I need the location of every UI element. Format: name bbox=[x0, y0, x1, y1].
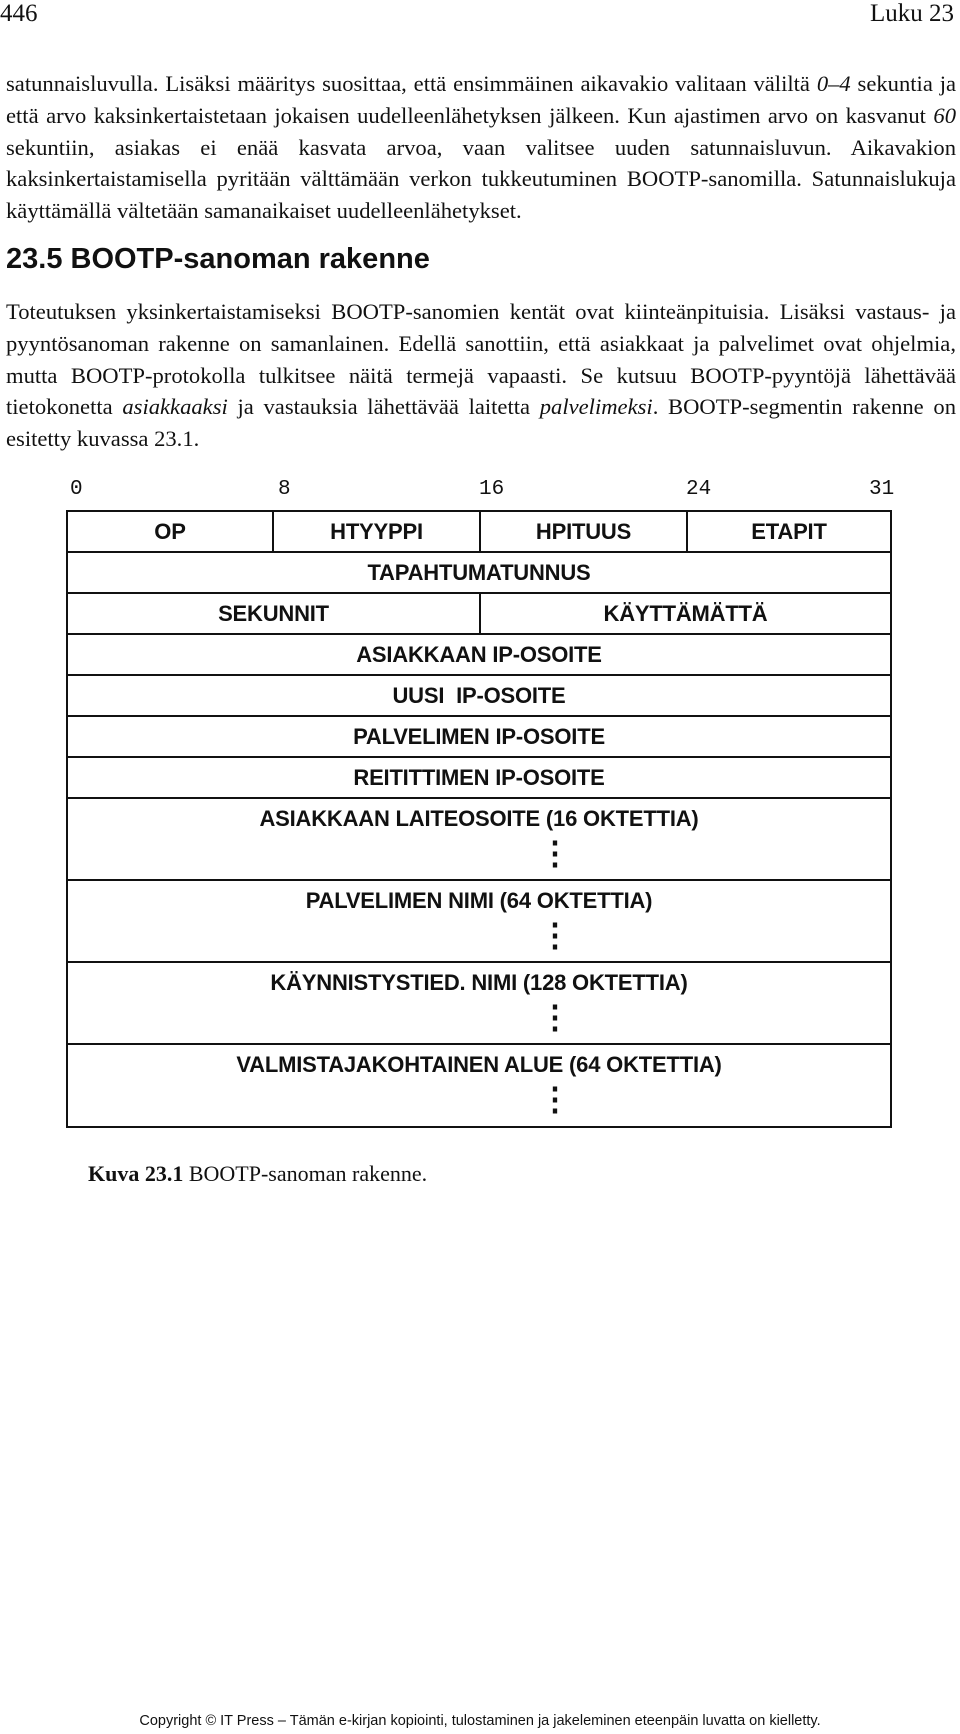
bit-label-0: 0 bbox=[70, 478, 83, 501]
caption-text: BOOTP-sanoman rakenne. bbox=[183, 1161, 428, 1186]
row-server-ip bbox=[68, 717, 890, 758]
row-client-hw-address bbox=[68, 799, 890, 881]
paragraph-text: . BOOTP-segmentin rakenne on esitetty kuvassa 23.1. bbox=[6, 394, 956, 452]
bit-label-8: 8 bbox=[278, 478, 291, 501]
field-tapahtumatunnus: TAPAHTUMATUNNUS bbox=[367, 559, 591, 585]
continuation-dots: ⋮ bbox=[539, 1081, 571, 1117]
continuation-dots: ⋮ bbox=[539, 917, 571, 953]
bootp-structure-diagram bbox=[66, 510, 892, 1128]
field-palvelimen-nimi: PALVELIMEN NIMI (64 OKTETTIA) bbox=[305, 888, 653, 913]
field-palvelimen-ip: PALVELIMEN IP-OSOITE bbox=[353, 723, 605, 749]
caption-label: Kuva 23.1 bbox=[88, 1161, 184, 1186]
paragraph-text: sekuntia ja että arvo kaksinkertaistetaan jokaisen uudelleenlähetyksen jälkeen. Kun ajastimen arvo on kasvanut bbox=[6, 71, 957, 128]
term-server: palvelimeksi bbox=[539, 394, 653, 420]
field-hpituus: HPITUUS bbox=[481, 512, 688, 551]
seconds-value: 60 bbox=[933, 102, 956, 128]
field-htyyppi: HTYYPPI bbox=[274, 512, 481, 551]
bit-label-24: 24 bbox=[686, 478, 712, 501]
field-sekunnit: SEKUNNIT bbox=[68, 594, 481, 633]
row-router-ip bbox=[68, 758, 890, 799]
continuation-dots: ⋮ bbox=[539, 999, 571, 1035]
row-transaction-id bbox=[68, 553, 890, 594]
field-asiakkaan-laiteosoite: ASIAKKAAN LAITEOSOITE (16 OKTETTIA) bbox=[259, 806, 699, 831]
copyright-footer: Copyright © IT Press – Tämän e-kirjan kopiointi, tulostaminen ja jakeleminen eteenpäin luvatta on kielletty. bbox=[139, 1713, 821, 1729]
row-server-name bbox=[68, 881, 890, 963]
field-uusi-ip: UUSI IP-OSOITE bbox=[392, 682, 566, 708]
bit-label-16: 16 bbox=[479, 478, 505, 501]
field-kayttamatta: KÄYTTÄMÄTTÄ bbox=[603, 600, 768, 626]
paragraph-text: sekuntiin, asiakas ei enää kasvata arvoa, vaan valitsee uuden satunnaisluvun. Aikavakion kaksinkertaistamisella pyritään välttämään verkon tukkeutuminen BOOTP-sanomilla. Satunnaislukuja käyttämällä vältetään samanaikaiset uudelleenlähetykset. bbox=[6, 134, 956, 224]
row-seconds bbox=[68, 594, 890, 635]
structure-paragraph bbox=[6, 296, 956, 455]
range-value: 0–4 bbox=[816, 71, 851, 96]
paragraph-text: ja vastauksia lähettävää laitetta bbox=[227, 394, 540, 420]
row-new-ip bbox=[68, 676, 890, 717]
row-op-fields bbox=[68, 512, 890, 553]
bit-label-31: 31 bbox=[869, 478, 895, 501]
field-asiakkaan-ip: ASIAKKAAN IP-OSOITE bbox=[356, 641, 602, 667]
chapter-label: Luku 23 bbox=[869, 0, 954, 27]
field-op: OP bbox=[68, 512, 274, 551]
row-client-ip bbox=[68, 635, 890, 676]
term-client: asiakkaaksi bbox=[122, 394, 228, 420]
row-vendor-area bbox=[68, 1045, 890, 1126]
continuation-dots: ⋮ bbox=[539, 835, 571, 871]
figure-caption bbox=[88, 1161, 427, 1187]
page-number: 446 bbox=[0, 0, 38, 27]
field-valmistajakohtainen-alue: VALMISTAJAKOHTAINEN ALUE (64 OKTETTIA) bbox=[236, 1052, 722, 1077]
paragraph-text: Toteutuksen yksinkertaistamiseksi BOOTP-sanomien kentät ovat kiinteänpituisia. Lisäksi vastaus- ja pyyntösanoman rakenne on samanlainen. Edellä sanottiin, että asiakkaat ja palvelimet ovat ohjelmia, mutta BOOTP-protokolla tulkitsee näitä termejä vapaasti. Se kutsuu BOOTP-pyyntöjä lähettävää tietokonetta bbox=[6, 299, 956, 420]
field-etapit: ETAPIT bbox=[751, 518, 827, 544]
field-kaynnistystied-nimi: KÄYNNISTYSTIED. NIMI (128 OKTETTIA) bbox=[270, 970, 688, 995]
intro-paragraph bbox=[6, 68, 956, 227]
paragraph-text: satunnaisluvulla. Lisäksi määritys suosittaa, että ensimmäinen aikavakio valitaan väliltä bbox=[6, 71, 817, 96]
field-reitittimen-ip: REITITTIMEN IP-OSOITE bbox=[353, 764, 605, 790]
row-boot-file-name bbox=[68, 963, 890, 1045]
section-heading: 23.5 BOOTP-sanoman rakenne bbox=[6, 243, 430, 275]
